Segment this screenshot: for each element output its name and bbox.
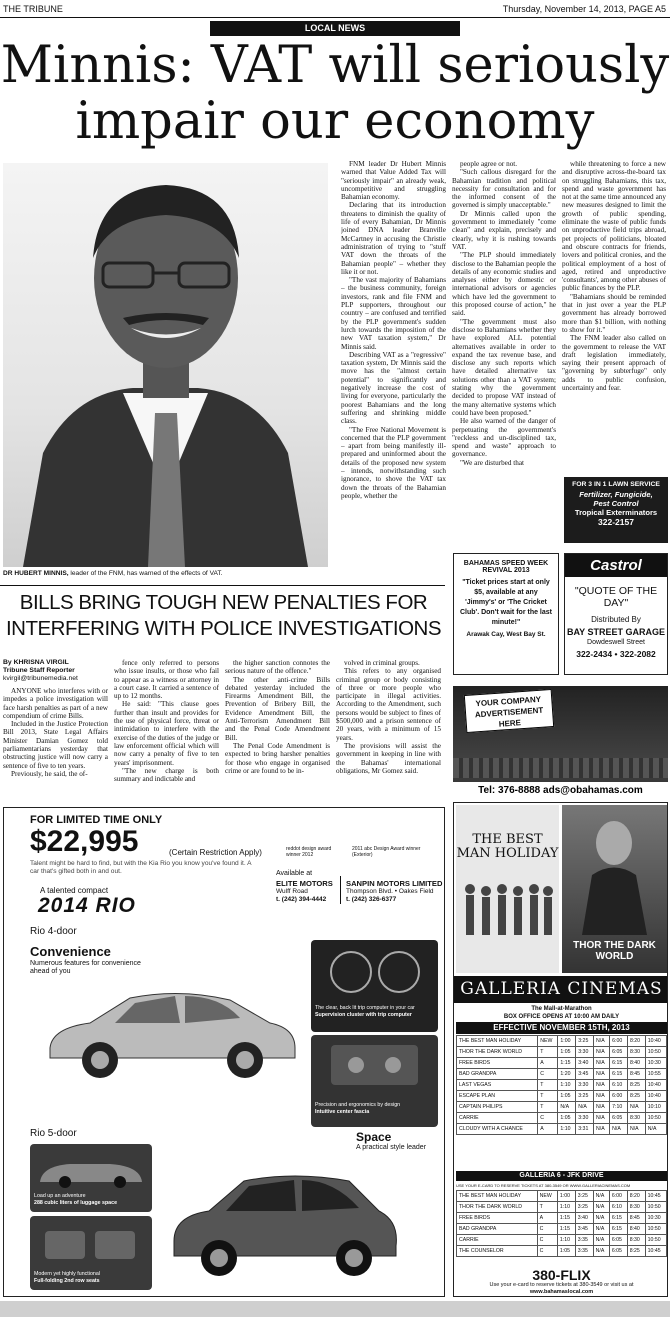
showtime-cell: 10:45 [645,1191,666,1202]
showtime-cell: 10:40 [645,1036,666,1047]
showtime-cell: THOR THE DARK WORLD [457,1047,538,1058]
paragraph: Describing VAT as a "regressive" taxation system, Dr Minnis said the move has the "almost certain potential" to significantly and negatively increase the cost of living for everyone, particularly the poorest Bahamians and the long suffering and shrinking middle class. [341,350,446,426]
showtime-cell: 10:30 [645,1058,666,1069]
paragraph: the higher sanction connotes the serious nature of the offence." [225,659,330,676]
showtime-cell: C [538,1113,558,1124]
showtime-cell: N/A [627,1102,645,1113]
showtime-cell: CARRIE [457,1235,538,1246]
seats-caption [30,1271,152,1285]
showtime-row [457,1047,667,1058]
photo-caption [3,570,333,577]
paragraph: "The PLP should immediately disclose to the Bahamian people the details of any economic studies and analyses either by domestic or international advisors or agencies which have led the government to this proposed course of action," he said. [452,251,556,318]
showtime-cell: 10:30 [645,1213,666,1224]
showtime-cell: 3:35 [575,1246,593,1257]
showtime-cell: 3:30 [576,1113,594,1124]
kia-5door: Rio 5-door [30,1128,77,1139]
showtime-cell: N/A [594,1036,610,1047]
your-ad-contact[interactable]: Tel: 376-8888 ads@obahamas.com [453,782,668,800]
showtime-cell: N/A [610,1124,628,1135]
story2-column-1 [3,687,108,804]
showtime-cell: THE BEST MAN HOLIDAY [457,1036,538,1047]
showtime-cell: NEW [538,1036,558,1047]
showtime-cell: 10:50 [645,1202,666,1213]
showtime-cell: 3:31 [576,1124,594,1135]
showtime-cell: 1:15 [558,1058,576,1069]
showtime-cell: CAPTAIN PHILIPS [457,1102,538,1113]
showtime-cell: 6:00 [610,1036,628,1047]
showtime-cell: 8:25 [627,1246,645,1257]
showtime-cell: C [537,1246,557,1257]
cinema-box-office: BOX OFFICE OPENS AT 10:00 AM DAILY [503,1014,620,1020]
dealer-divider [340,876,341,904]
showtime-row [457,1058,667,1069]
luggage-text: Load up an adventure [34,1193,86,1199]
showtime-cell: 8:40 [627,1058,645,1069]
paragraph: This refers to any organised criminal group or body consisting of three or more people who participate in illegal activities. According to the Amendment, such persons would be subject to fines of $500,000 and a prison sentence of 20 years, with a minimum of 15 years. [336,667,441,742]
story2-column-4 [336,659,441,804]
castrol-phones: 322-2434 • 322-2082 [576,649,656,659]
showtime-cell: 10:50 [645,1113,666,1124]
jfk-showtimes-table [456,1190,667,1257]
showtime-cell: 3:40 [575,1213,593,1224]
byline-email[interactable]: kvirgil@tribunemedia.net [3,675,78,682]
kia-hatchback-illustration [164,1156,404,1286]
paragraph: The provisions will assist the government in keeping in line with the Bahamas' international obligations, Mr Gomez said. [336,741,441,775]
flix-sub-text: Use your e-card to reserve tickets at 380-3549 or visit us at [489,1282,634,1288]
showtime-cell: 10:10 [645,1102,666,1113]
paragraph: "The vast majority of Bahamians – the business community, foreign investors, rank and file FNM and PLP supporters, throughout our country – are confused and terrified by the PLP government's sudden lurch towards the imposition of the new VAT taxation system," Dr Minnis said. [341,276,446,351]
luggage-bold: 288 cubic liters of luggage space [34,1200,118,1206]
showtime-cell: CARRIE [457,1113,538,1124]
kia-price: $22,995 [30,825,139,858]
showtime-row [457,1224,667,1235]
showtime-cell: N/A [593,1246,609,1257]
kia-rio-ad [3,807,445,1297]
showtime-cell: T [538,1047,558,1058]
showtime-row [457,1069,667,1080]
showtime-cell: C [537,1224,557,1235]
showtime-cell: 8:25 [627,1091,645,1102]
showtime-cell: N/A [558,1102,576,1113]
paragraph: "The Free National Movement is concerned that the PLP government – apart from being manifestly ill-prepared and uninformed about the details of the proposed new system – intends, notwithstanding such ignorance, to shove the VAT tax down the throats of the Bahamian people, whether the [341,425,446,500]
showtime-row [457,1102,667,1113]
showtime-cell: 1:05 [557,1246,575,1257]
speed-week-body: "Ticket prices start at only $5, available at any 'Jimmy's' or 'The Cricket Club'. Don't wait for the last minute!" [460,579,552,626]
kia-dealer-2-tel: t. (242) 326-6377 [346,896,397,903]
flix-sub [454,1282,668,1296]
kia-4door: Rio 4-door [30,926,77,937]
showtime-cell: 10:40 [645,1091,666,1102]
showtime-cell: 6:05 [610,1047,628,1058]
paragraph: Previously, he said, the of- [11,769,88,778]
showtime-row [457,1202,667,1213]
story2-rule [0,585,445,586]
showtime-cell: BAD GRANDPA [457,1224,538,1235]
paragraph: He said: "This clause goes further than insult and provides for the use of physical force, threat or intimidation to interfere with the exercise of the duties of the judge or law enforcement official which will now carry a penalty of five to ten years' imprisonment. [114,700,219,767]
fascia-caption [311,1102,438,1116]
seats-bold: Full-folding 2nd row seats [34,1278,100,1284]
luggage-photo [30,1144,152,1212]
showtime-cell: C [538,1069,558,1080]
showtime-cell: N/A [593,1202,609,1213]
paper-name: THE TRIBUNE [3,4,63,14]
showtime-cell: N/A [593,1224,609,1235]
caption-name: DR HUBERT MINNIS, [3,570,69,577]
showtime-cell: A [537,1213,557,1224]
castrol-street: Dowdeswell Street [587,639,645,646]
showtime-cell: 7:10 [610,1102,628,1113]
speed-week-title: BAHAMAS SPEED WEEK REVIVAL 2013 [463,560,549,574]
cinema-location-block [454,1005,668,1021]
showtime-row [457,1113,667,1124]
showtime-cell: 8:30 [627,1113,645,1124]
showtime-cell: N/A [593,1191,609,1202]
showtime-cell: 8:25 [627,1080,645,1091]
headline-line-2: impair our economy [75,92,595,151]
story2-headline-line-2: INTERFERING WITH POLICE INVESTIGATIONS [5,617,442,640]
showtime-cell: N/A [594,1047,610,1058]
showtime-cell: 1:10 [558,1080,576,1091]
lawn-line-2: Fertilizer, Fungicide, [579,490,653,499]
showtime-cell: 1:05 [558,1113,576,1124]
showtime-cell: T [538,1080,558,1091]
showtime-cell: N/A [594,1091,610,1102]
showtime-cell: 6:00 [610,1091,628,1102]
paragraph: people agree or not. [460,160,518,168]
story1-column-2 [452,160,556,580]
jfk-table-wrap [456,1190,667,1257]
cluster-text: The clear, back lit trip computer in your car [315,1005,415,1011]
showtime-cell: CLOUDY WITH A CHANCE [457,1124,538,1135]
showtime-cell: C [537,1235,557,1246]
showtime-cell: 6:15 [610,1058,628,1069]
story1-column-3 [562,160,666,472]
castrol-brand: Castrol [590,557,642,574]
showtime-cell: 3:30 [576,1080,594,1091]
showtime-cell: T [538,1102,558,1113]
best-man-title: THE BEST MAN HOLIDAY [456,832,559,861]
kia-dealer-1-addr: Wulff Road [276,888,308,895]
showtime-cell: 8:30 [627,1047,645,1058]
showtime-cell: LAST VEGAS [457,1080,538,1091]
showtime-cell: 8:30 [627,1235,645,1246]
paragraph: "The new charge is both summary and indictable and [114,766,219,784]
section-banner: LOCAL NEWS [210,21,460,36]
showtime-cell: 1:05 [558,1091,576,1102]
lawn-line-3: Pest Control [593,499,639,508]
speed-week-ad [453,553,559,675]
castrol-distributed: Distributed By [591,615,641,624]
showtime-cell: N/A [594,1102,610,1113]
showtime-row [457,1213,667,1224]
showtime-cell: N/A [593,1235,609,1246]
showtime-cell: N/A [645,1124,666,1135]
header-rule [0,17,670,18]
showtime-cell: 1:15 [557,1213,575,1224]
caption-text: leader of the FNM, has warned of the effects of VAT. [68,570,223,577]
showtime-cell: 6:05 [610,1113,628,1124]
kia-available: Available at [276,870,313,877]
lawn-phone: 322-2157 [598,517,634,527]
showtime-cell: N/A [594,1113,610,1124]
showtime-cell: 10:50 [645,1224,666,1235]
lawn-service-ad [564,477,668,543]
kia-dealer-2: SANPIN MOTORS LIMITED [346,879,443,888]
showtime-cell: 3:30 [576,1047,594,1058]
showtime-cell: 8:20 [627,1036,645,1047]
paragraph: ANYONE who interferes with or impedes a police investigation will face harsh penalties as part of a new compendium of crime Bills. [3,687,108,720]
jfk-title: GALLERIA 6 - JFK DRIVE [456,1171,667,1181]
showtime-row [457,1036,667,1047]
your-ad-line-1: YOUR COMPANY [475,694,542,709]
paragraph: "The government must also disclose to Bahamians whether they have explored ALL potential alternatives available in order to expand the tax revenue base, and disclose any such reports which have detailed alternative tax solutions other than a VAT system; stating why the government decided to propose VAT instead of the many alternative systems which could have been proposed." [452,317,556,417]
cluster-bold: Supervision cluster with trip computer [315,1012,412,1018]
kia-sedan-illustration [40,978,300,1088]
showtime-cell: 6:05 [609,1246,627,1257]
showtime-cell: THE BEST MAN HOLIDAY [457,1191,538,1202]
flix-url[interactable]: www.bahamaslocal.com [529,1289,594,1295]
showtime-cell: 6:10 [610,1080,628,1091]
showtime-cell: 10:50 [645,1047,666,1058]
showtime-cell: N/A [576,1102,594,1113]
cinema-effective: EFFECTIVE NOVEMBER 15TH, 2013 [456,1022,667,1034]
kia-space-sub: A practical style leader [356,1144,427,1151]
showtime-cell: 8:30 [627,1202,645,1213]
showtime-row [457,1235,667,1246]
showtime-cell: 3:25 [575,1202,593,1213]
kia-space: Space [356,1130,392,1144]
showtime-cell: N/A [594,1080,610,1091]
showtime-cell: FREE BIRDS [457,1213,538,1224]
kia-tagline: Talent might be hard to find, but with the Kia Rio you know you've found it. A car that's gifted both in and out. [30,860,252,875]
kia-award-1: reddot design award winner 2012 [286,846,332,858]
luggage-caption [30,1193,152,1207]
showtime-cell: N/A [594,1069,610,1080]
showtime-cell: N/A [627,1124,645,1135]
showtime-cell: 8:20 [627,1191,645,1202]
showtime-cell: 8:45 [627,1069,645,1080]
showtime-row [457,1191,667,1202]
showtime-cell: T [538,1091,558,1102]
showtime-cell: 10:50 [645,1235,666,1246]
castrol-quote: "QUOTE OF THE DAY" [574,585,658,609]
showtime-cell: A [538,1058,558,1069]
paragraph: FNM leader Dr Hubert Minnis warned that Value Added Tax will "seriously impair" an already weak, uncompetitive and struggling Bahamian economy. [341,160,446,202]
paragraph: The other anti-crime Bills debated yesterday included the Firearms Amendment Bill, the Prevention of Bribery Bill, the Evidence Amendment Bill, the Anti-Terrorism Amendment Bill and the Penal Code Amendment Bill. [225,675,330,742]
showtime-cell: THOR THE DARK WORLD [457,1202,538,1213]
lawn-line-4: Tropical Exterminators [574,508,658,517]
your-ad-line-3: HERE [498,718,522,729]
thor-poster [562,805,667,973]
showtime-cell: 6:05 [609,1235,627,1246]
kia-convenience: Convenience [30,944,111,959]
story2-byline [3,659,108,683]
paragraph: Dr Minnis called upon the government to immediately "come clean" and explain, precisely and clearly, why it is rushing towards VAT. [452,209,556,251]
showtime-cell: 1:10 [557,1202,575,1213]
story2-headline [2,590,445,642]
paragraph: while threatening to force a new and disruptive across-the-board tax on struggling Bahamians, this tax, spend and waste government has not at the same time announced any new measures designed to limit the growth of public spending, eliminate the waste of public funds on unproductive field trips abroad, pet projects of politicians, bloated and obscure contracts for friends, lovers and political cronies, and the political employment of a host of aged, retired and unproductive 'consultants', among other abuses of public finances by the PLP. [562,160,666,293]
showtime-cell: 3:25 [576,1091,594,1102]
kia-compact: A talented compact [40,886,109,895]
lawn-line-1: FOR 3 IN 1 LAWN SERVICE [572,481,660,488]
showtime-cell: 1:00 [557,1191,575,1202]
showtime-cell: 3:25 [576,1036,594,1047]
story2-column-3 [225,659,330,804]
showtime-cell: 10:45 [645,1246,666,1257]
castrol-ad [564,553,668,675]
byline-role: Tribune Staff Reporter [3,667,75,674]
cinema-location: The Mall-at-Marathon [531,1006,592,1012]
showtime-cell: 1:10 [558,1124,576,1135]
showtime-cell: 1:00 [558,1036,576,1047]
showtime-cell: 6:10 [609,1202,627,1213]
showtime-row [457,1080,667,1091]
flix-number: 380-FLIX [532,1267,591,1283]
best-man-poster [456,805,559,973]
story2-headline-line-1: BILLS BRING TOUGH NEW PENALTIES FOR [19,591,428,614]
paragraph: fence only referred to persons who issue insults, or those who fail to appear as a witness or attorney in a court case. It carried a sentence of up to 12 months. [114,659,219,701]
fascia-text: Precision and ergonomics by design [315,1102,401,1108]
seats-text: Modern yet highly functional [34,1271,100,1277]
showtime-cell: 3:45 [576,1069,594,1080]
showtime-cell: ESCAPE PLAN [457,1091,538,1102]
byline-name: By KHRISNA VIRGIL [3,659,69,666]
showtime-cell: 1:20 [558,1069,576,1080]
kia-dealer-1: ELITE MOTORS [276,879,333,888]
showtime-row [457,1124,667,1135]
crowd-graphic [453,758,668,778]
showtime-cell: 3:35 [575,1235,593,1246]
showtime-cell: THE COUNSELOR [457,1246,538,1257]
paragraph: The Penal Code Amendment is expected to bring harsher penalties for those who engage in organised crime or are found to be in- [225,741,330,775]
dateline: Thursday, November 14, 2013, PAGE A5 [502,4,666,14]
showtime-cell: FREE BIRDS [457,1058,538,1069]
showtime-cell: 3:40 [576,1058,594,1069]
showtime-cell: 6:15 [610,1069,628,1080]
paragraph: "Such callous disregard for the Bahamian tradition and political necessity for consultation and for the informed consent of the governed is simply unacceptable." [452,168,556,210]
paragraph: Included in the Justice Protection Bill 2013, State Legal Affairs Minister Damian Gomez told parliamentarians yesterday that obstructing justice will now carry a sentence of five to ten years. [3,720,108,770]
main-headline [0,38,670,150]
showtime-cell: A [538,1124,558,1135]
showtime-cell: 10:55 [645,1069,666,1080]
minnis-photo [3,163,328,567]
showtime-cell: 8:45 [627,1213,645,1224]
showtime-cell: N/A [594,1124,610,1135]
kia-restriction: (Certain Restriction Apply) [169,848,262,857]
your-ad-here [453,686,668,800]
showtime-row [457,1246,667,1257]
story1-column-1 [341,160,446,580]
showtime-cell: N/A [593,1213,609,1224]
your-ad-line-2: ADVERTISEMENT [474,705,544,720]
showtime-cell: 1:05 [558,1047,576,1058]
fascia-bold: Intuitive center fascia [315,1109,370,1115]
cluster-caption [311,1005,438,1019]
paragraph: "Bahamians should be reminded that in just over a year the PLP government has already borrowed more than $1 billion, with nothing to show for it." [562,292,666,334]
thor-title: THOR THE DARK WORLD [573,940,656,962]
showtime-cell: T [537,1202,557,1213]
paragraph: "We are disturbed that [460,458,525,467]
kia-dealer-1-tel: t. (242) 394-4442 [276,896,327,903]
showtime-cell: 8:40 [627,1224,645,1235]
your-ad-sign [464,689,554,733]
kia-dealer-2-addr: Thompson Blvd. • Oakes Field [346,888,434,895]
showtime-cell: 6:00 [609,1191,627,1202]
showtimes-table [456,1035,667,1135]
cluster-photo [311,940,438,1032]
headline-line-1: Minnis: VAT will seriously [0,36,670,95]
fascia-photo [311,1035,438,1127]
galleria-cinemas-ad [453,802,668,1297]
kia-model: 2014 RIO [38,894,136,917]
speed-week-location: Arawak Cay, West Bay St. [466,631,546,638]
paragraph: He also warned of the danger of perpetuating the government's "reckless and un-disciplined tax, spend and waste" approach to governance. [452,417,556,459]
showtime-cell: 1:15 [557,1224,575,1235]
showtime-cell: 10:40 [645,1080,666,1091]
showtime-cell: 6:15 [609,1213,627,1224]
showtime-cell: 1:10 [557,1235,575,1246]
paragraph: Declaring that its introduction threatens to diminish the quality of life of every Bahamian, Dr Minnis joined DNA leader Branville McCartney in accusing the Christie administration of trying to "stuff VAT down the throats of the Bahamian people" – whether they like it or not. [341,201,446,276]
showtimes-table-wrap [456,1035,667,1135]
seats-photo [30,1216,152,1290]
castrol-logo [565,554,667,577]
jfk-reserve: USE YOUR E-CARD TO RESERVE TICKETS AT 380-3549 OR WWW.GALLERIACINEMAS.COM [456,1183,631,1188]
paragraph: The FNM leader also called on the government to release the VAT draft legislation immediately, saying their present approach of "governing by subterfuge" only adds to public confusion, uncertainty and fear. [562,334,666,393]
showtime-cell: 3:45 [575,1224,593,1235]
story2-column-2 [114,659,219,804]
kia-award-2: 2011 abc Design Award winner (Exterior) [352,846,421,858]
kia-convenience-sub: Numerous features for convenience ahead of you [30,960,141,975]
page-footer-band [0,1301,670,1317]
paragraph: volved in criminal groups. [344,659,420,667]
showtime-cell: NEW [537,1191,557,1202]
cinema-name: GALLERIA CINEMAS [454,976,668,1003]
castrol-garage: BAY STREET GARAGE [566,627,666,637]
showtime-cell: 3:25 [575,1191,593,1202]
showtime-cell: 6:15 [609,1224,627,1235]
showtime-row [457,1091,667,1102]
showtime-cell: N/A [594,1058,610,1069]
kia-limited: FOR LIMITED TIME ONLY [30,814,163,826]
showtime-cell: BAD GRANDPA [457,1069,538,1080]
